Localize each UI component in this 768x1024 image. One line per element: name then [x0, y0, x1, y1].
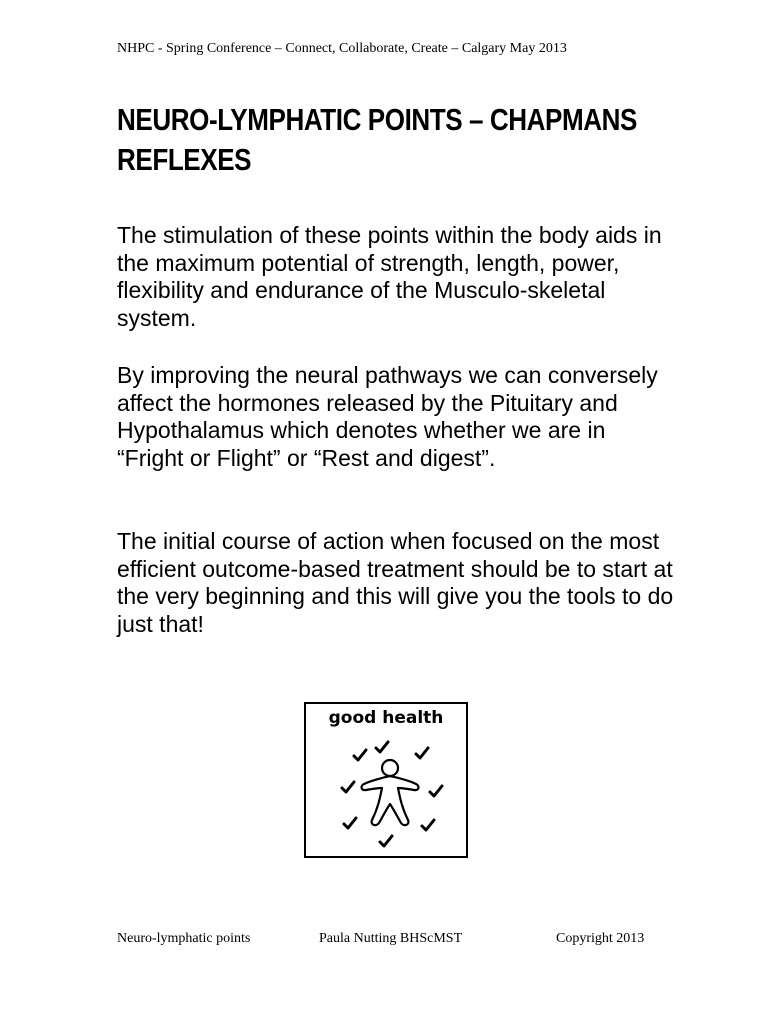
paragraph-stimulation: The stimulation of these points within the body aids in the maximum potential of strength, length, power, flexibility and endurance of the Musculo-skeletal system. [117, 222, 662, 331]
page-header: NHPC - Spring Conference – Connect, Collaborate, Create – Calgary May 2013 [117, 41, 567, 56]
footer-document-name: Neuro-lymphatic points [117, 931, 251, 946]
good-health-illustration [304, 702, 468, 858]
good-health-drawing [306, 728, 466, 856]
person-outline-icon [362, 760, 419, 825]
footer-author: Paula Nutting BHScMST [319, 931, 463, 946]
paragraph-course-of-action: The initial course of action when focused on the most efficient outcome-based treatment should be to start at the very beginning and this will give you the tools to do just that! [117, 528, 674, 637]
checkmark-icon [342, 742, 442, 846]
figure-label: good health [328, 708, 444, 728]
paragraph-neural-pathways: By improving the neural pathways we can conversely affect the hormones released by the Pituitary and Hypothalamus which denotes whether we are in “Fright or Flight” or “Rest and digest”. [117, 362, 658, 471]
footer-copyright: Copyright 2013 [556, 931, 645, 946]
document-title: NEURO-LYMPHATIC POINTS – CHAPMANS REFLEXES [117, 102, 637, 177]
